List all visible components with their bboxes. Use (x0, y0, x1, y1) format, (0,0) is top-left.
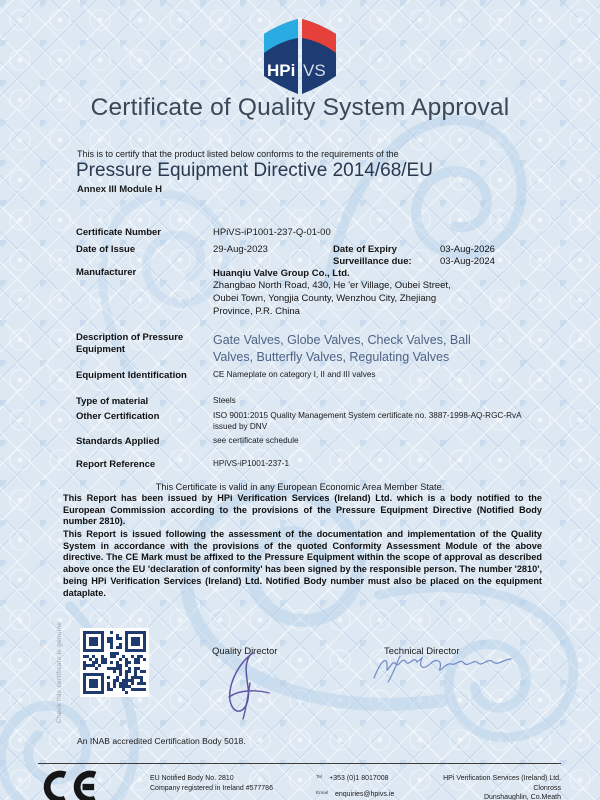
footer-email-label: Email (316, 791, 328, 796)
field-manufacturer (76, 267, 465, 318)
directive-title: Pressure Equipment Directive 2014/68/EU (76, 160, 433, 181)
field-value: 03-Aug-2024 (440, 256, 495, 267)
expiry-block (333, 244, 495, 268)
field-date-of-issue (76, 244, 268, 257)
field-value: HPiVS-iP1001-237-Q-01-00 (213, 227, 331, 238)
footer-contact (316, 774, 394, 800)
logo-text-right: VS (303, 61, 326, 80)
field-value: see certificate schedule (213, 436, 299, 445)
field-value: 29-Aug-2023 (213, 244, 268, 255)
technical-director-label: Technical Director (384, 646, 460, 657)
validity-line: This Certificate is valid in any European Economic Area Member State. (155, 482, 445, 492)
field-label: Report Reference (76, 459, 156, 470)
field-standards-applied (76, 436, 299, 448)
field-label: Other Certification (76, 411, 160, 422)
footer-tel: +353 (0)1 8017008 (329, 775, 389, 782)
footer-address (443, 774, 561, 800)
footer-company-reg: Company registered in Ireland #577786 (150, 785, 273, 792)
footer-email: enquiries@hpivs.ie (335, 791, 395, 798)
technical-director-signature (372, 650, 514, 684)
accreditation-line: An INAB accredited Certification Body 5018. (77, 736, 246, 746)
field-label: Standards Applied (76, 436, 160, 447)
field-value: 03-Aug-2026 (440, 244, 495, 255)
footer-company-name: HPi Verification Services (Ireland) Ltd. (443, 775, 561, 782)
field-other-certification (76, 411, 545, 432)
logo-text-left: HPi (267, 61, 296, 80)
field-label: Date of Expiry (333, 244, 397, 255)
field-equipment-identification (76, 370, 375, 382)
field-label: Manufacturer (76, 267, 137, 278)
field-value: HPiVS-iP1001-237-1 (213, 459, 290, 468)
intro-line: This is to certify that the product listed below conforms to the requirements of the (77, 149, 399, 159)
field-type-of-material (76, 396, 236, 408)
field-label: Surveillance due: (333, 256, 412, 267)
field-value: Gate Valves, Globe Valves, Check Valves, Ball Valves, Butterfly Valves, Regulating Valves (213, 333, 471, 364)
field-certificate-number (76, 227, 331, 240)
field-label: Equipment Identification (76, 370, 187, 381)
ce-mark-icon (40, 769, 98, 800)
notified-body-paragraph: This Report has been issued by HPi Verification Services (Ireland) Ltd. which is a body notified to the European Commission according to the provisions of the Pressure Equipment Directive (Notified Body number 2810). (63, 493, 542, 527)
field-label: Type of material (76, 396, 149, 407)
field-report-reference (76, 459, 289, 471)
qr-caption-vertical: Check this certificate is genuine (56, 621, 63, 723)
footer-registration (150, 774, 273, 794)
quality-director-signature (222, 650, 274, 720)
field-value: CE Nameplate on category I, II and III valves (213, 370, 376, 379)
assessment-paragraph: This Report is issued following the assessment of the documentation and implementation of the Quality System in accordance with the provisions of the quoted Conformity Assessment Module of the above directive. The CE Mark must be affixed to the Pressure Equipment within the scope of approval as described above once the EU 'declaration of conformity' has been signed by the responsible person. The number '2810', being HPi Verification Services (Ireland) Ltd. Notified Body number must also be placed on the equipment dataplate. (63, 529, 542, 598)
manufacturer-name: Huanqiu Valve Group Co., Ltd. (213, 268, 350, 279)
field-date-of-expiry (333, 244, 495, 256)
field-label: Date of Issue (76, 244, 136, 255)
field-label: Description of Pressure Equipment (76, 332, 184, 355)
footer-tel-label: Tel (316, 775, 323, 780)
field-value: ISO 9001:2015 Quality Management System certificate no. 3887-1998-AQ-RGC-RvA issued by DNV (213, 411, 522, 431)
field-value: Steels (213, 396, 236, 405)
footer-divider (38, 763, 561, 764)
page-title: Certificate of Quality System Approval (90, 94, 510, 121)
footer-notified-body: EU Notified Body No. 2810 (150, 775, 234, 782)
quality-director-label: Quality Director (212, 646, 278, 657)
footer-address-1: Clonross (533, 784, 561, 792)
footer-address-2: Dunshaughlin, Co.Meath (483, 794, 561, 800)
field-label: Certificate Number (76, 227, 161, 238)
hpivs-logo (262, 14, 338, 98)
annex-line: Annex III Module H (77, 184, 162, 195)
field-description (76, 332, 513, 366)
qr-code (80, 628, 149, 697)
manufacturer-address: Zhangbao North Road, 430, He 'er Village, Oubei Street, Oubei Town, Yongjia County, Wenzhou City, Zhejiang Province, P.R. China (213, 280, 451, 317)
